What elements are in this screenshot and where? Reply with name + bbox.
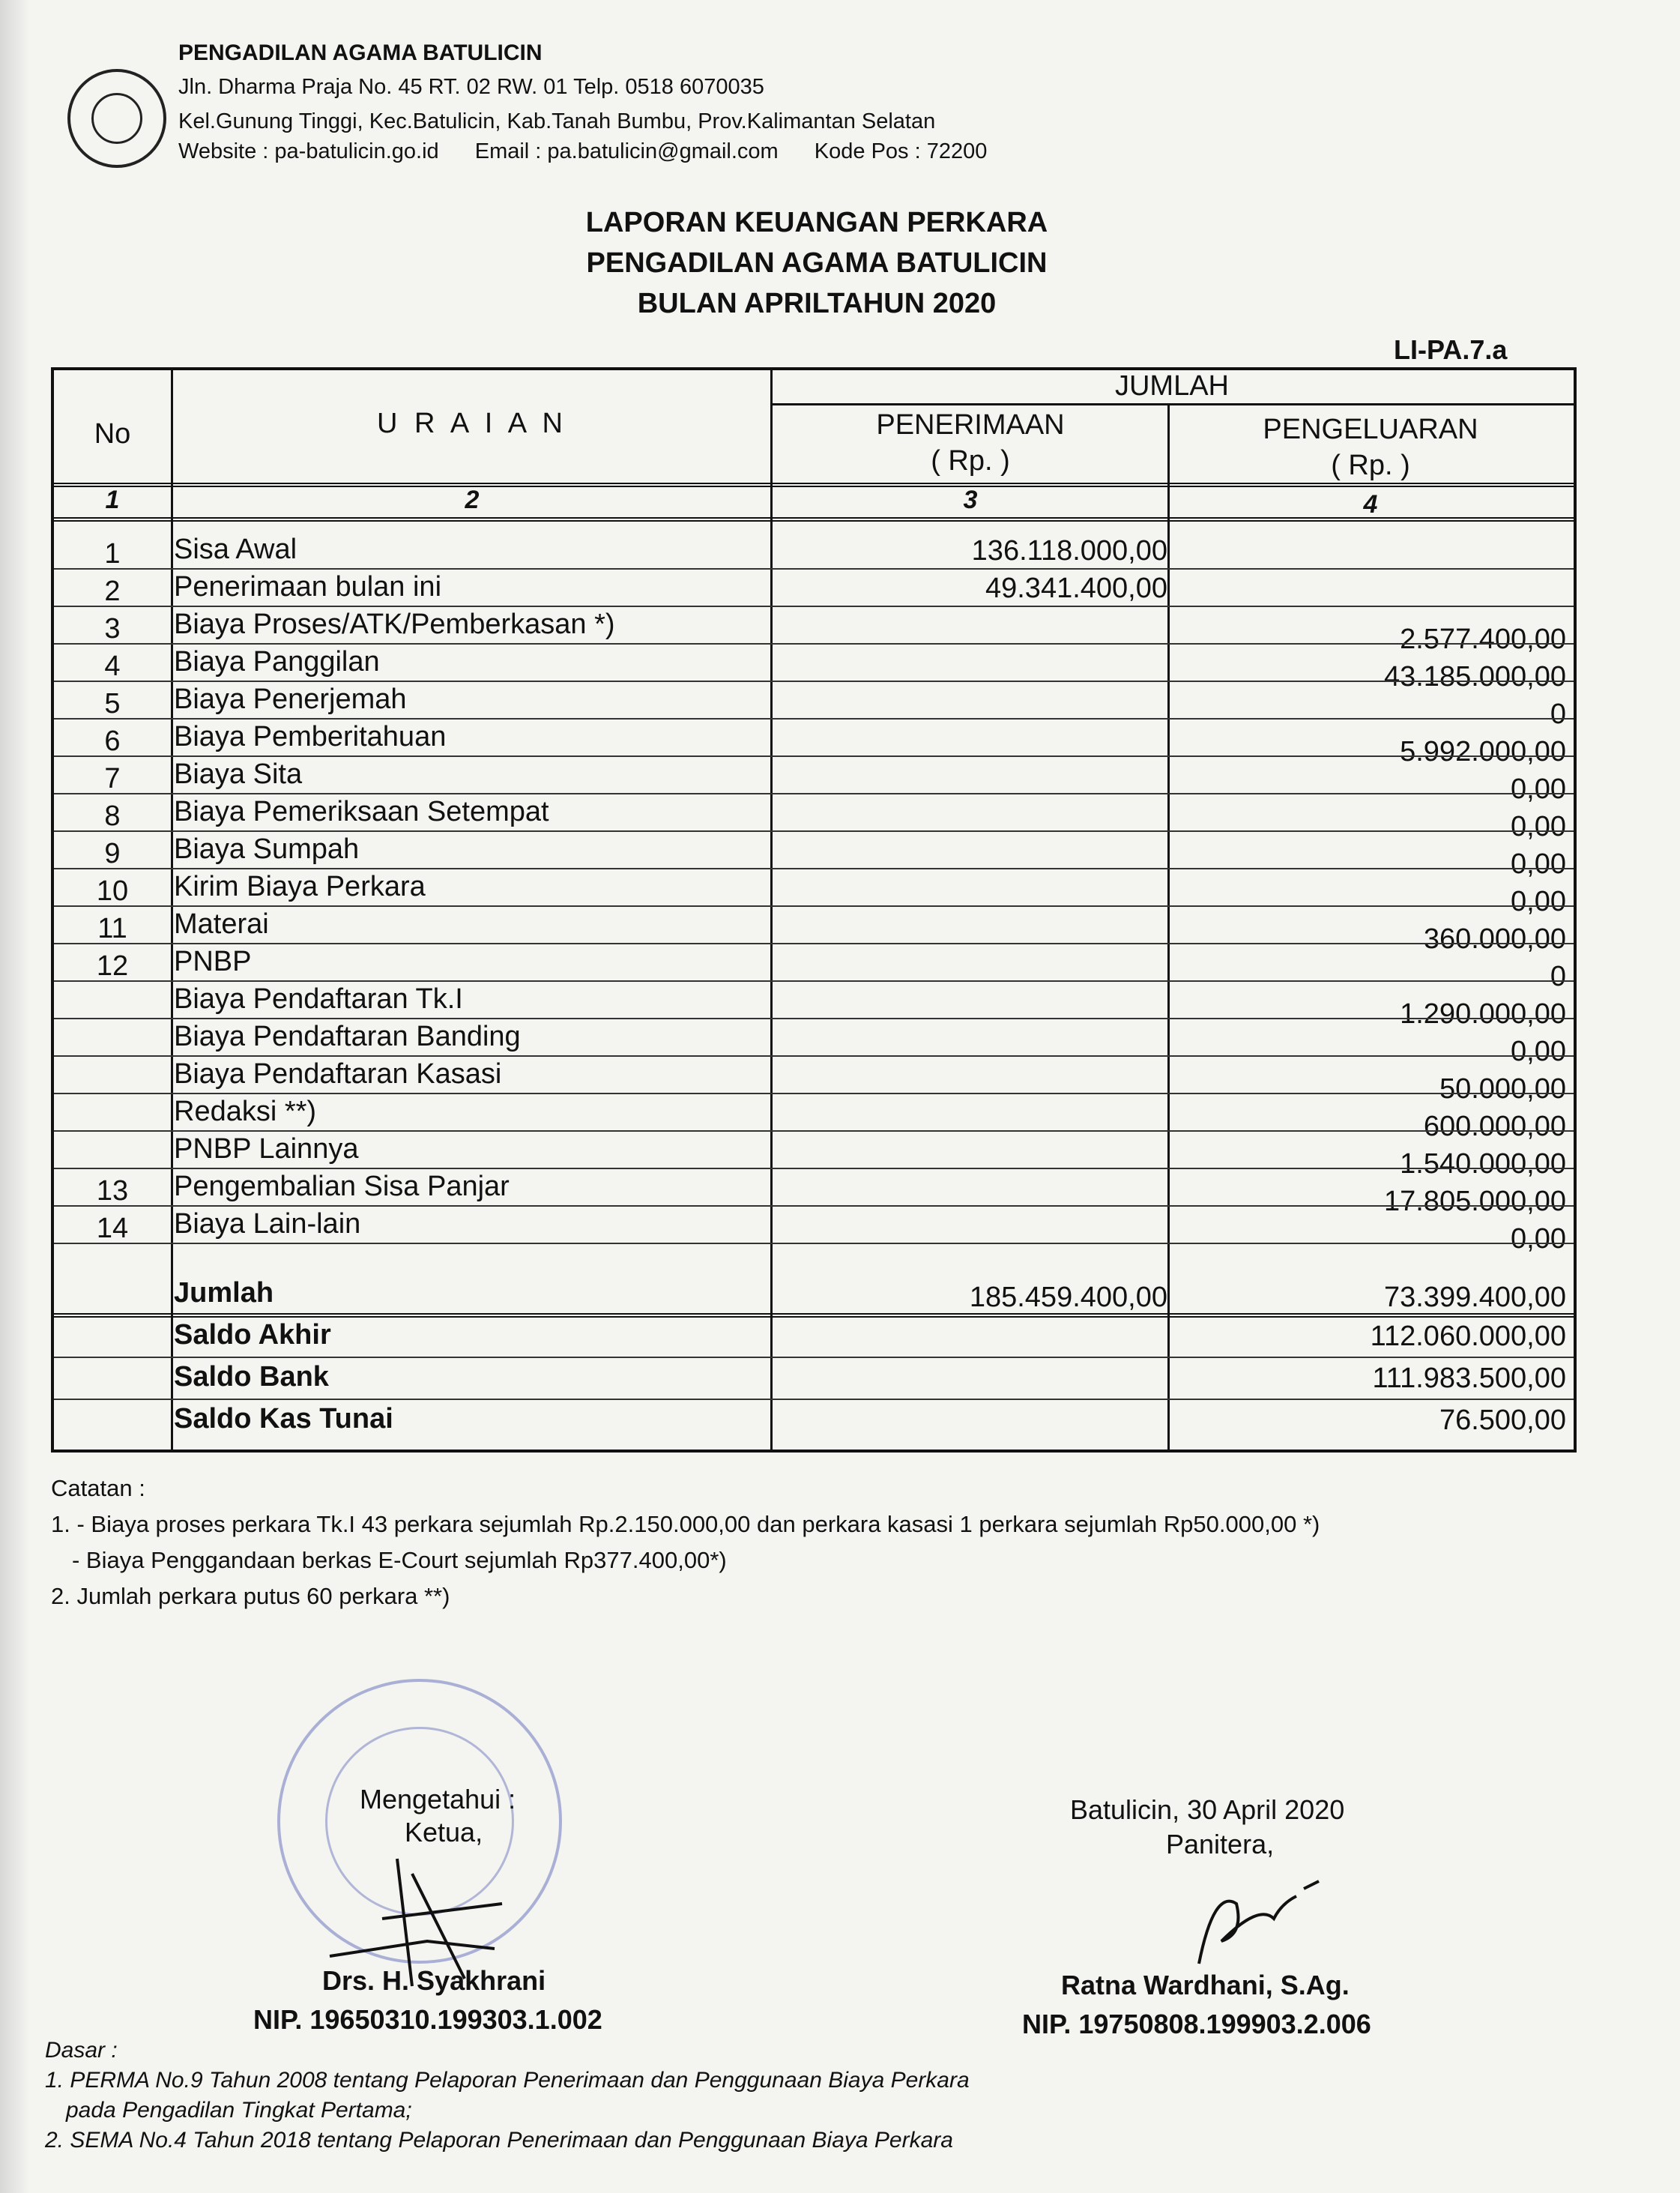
header-penerimaan-unit: ( Rp. ) (931, 445, 1010, 477)
balance-value: 76.500,00 (1439, 1405, 1566, 1436)
note-2: 2. Jumlah perkara putus 60 perkara **) (51, 1583, 450, 1609)
website-text: Website : pa-batulicin.go.id (178, 139, 439, 163)
balance-label: Saldo Bank (174, 1361, 329, 1393)
balance-row (54, 1360, 1574, 1397)
balance-label: Saldo Akhir (174, 1319, 331, 1351)
table-row (54, 1207, 1574, 1255)
row-expense: 0,00 (1511, 1223, 1566, 1255)
table-row (54, 682, 1574, 730)
report-title: LAPORAN KEUANGAN PERKARA (585, 207, 1048, 238)
row-expense: 0,00 (1511, 1036, 1566, 1067)
row-expense: 1.290.000,00 (1400, 998, 1566, 1030)
court-name: PENGADILAN AGAMA BATULICIN (178, 40, 543, 65)
row-description: Redaksi **) (174, 1096, 317, 1127)
address-line2: Kel.Gunung Tinggi, Kec.Batulicin, Kab.Tanah Bumbu, Prov.Kalimantan Selatan (178, 109, 936, 133)
table-row (54, 869, 1574, 917)
notes-heading: Catatan : (51, 1475, 145, 1501)
total-row (54, 1276, 1574, 1313)
row-expense: 0,00 (1511, 773, 1566, 805)
table-row (54, 907, 1574, 955)
row-description: PNBP Lainnya (174, 1133, 359, 1165)
table-row (54, 607, 1574, 655)
table-row (54, 1094, 1574, 1142)
table-row (54, 832, 1574, 880)
registrar-signature (1169, 1859, 1334, 1979)
row-expense: 2.577.400,00 (1400, 624, 1566, 655)
chairman-nip: NIP. 19650310.199303.1.002 (253, 2004, 602, 2035)
row-expense: 0 (1550, 961, 1566, 992)
chairman-name: Drs. H. Syakhrani (322, 1965, 546, 1996)
basis-heading: Dasar : (45, 2038, 118, 2063)
row-expense: 0 (1550, 699, 1566, 730)
row-number: 2 (104, 576, 121, 607)
row-description: Biaya Pemberitahuan (174, 721, 447, 752)
basis-2: 2. SEMA No.4 Tahun 2018 tentang Pelaporan Penerimaan dan Penggunaan Biaya Perkara (45, 2128, 953, 2153)
header-jumlah: JUMLAH (1114, 370, 1230, 402)
registrar-label: Panitera, (1166, 1829, 1275, 1859)
row-expense: 0,00 (1511, 811, 1566, 842)
table-row (54, 532, 1574, 570)
row-number: 4 (104, 651, 121, 682)
address-line1: Jln. Dharma Praja No. 45 RT. 02 RW. 01 Telp. 0518 6070035 (178, 75, 764, 99)
row-number: 8 (104, 800, 121, 832)
basis-1b: pada Pengadilan Tingkat Pertama; (66, 2098, 412, 2123)
row-expense: 0,00 (1511, 848, 1566, 880)
table-row (54, 794, 1574, 842)
header-pengeluaran-unit: ( Rp. ) (1331, 450, 1410, 481)
total-receipts: 185.459.400,00 (969, 1282, 1167, 1313)
row-description: Biaya Penerjemah (174, 684, 407, 715)
balance-value: 111.983.500,00 (1372, 1363, 1566, 1394)
place-date: Batulicin, 30 April 2020 (1070, 1794, 1345, 1825)
table-row (54, 982, 1574, 1030)
header-pengeluaran: PENGELUARAN (1263, 414, 1478, 445)
chairman-label: Ketua, (405, 1817, 483, 1847)
registrar-name: Ratna Wardhani, S.Ag. (1061, 1970, 1350, 2000)
column-number-2: 2 (465, 486, 480, 514)
row-description: Biaya Panggilan (174, 646, 380, 678)
row-description: Kirim Biaya Perkara (174, 871, 426, 902)
row-description: Biaya Lain-lain (174, 1208, 361, 1240)
balance-row (54, 1318, 1574, 1355)
table-row (54, 1019, 1574, 1067)
table-row (54, 757, 1574, 805)
row-description: Pengembalian Sisa Panjar (174, 1171, 510, 1202)
court-logo-icon (67, 69, 166, 168)
row-description: Biaya Sumpah (174, 833, 360, 865)
row-number: 5 (104, 688, 121, 720)
contact-line (178, 139, 1017, 164)
row-number: 13 (96, 1175, 129, 1207)
row-number: 14 (96, 1213, 129, 1244)
notes-section (51, 1470, 1320, 1614)
column-number-4: 4 (1363, 490, 1378, 519)
row-expense: 360.000,00 (1423, 923, 1566, 955)
row-number: 7 (104, 763, 121, 794)
email-text: Email : pa.batulicin@gmail.com (474, 139, 779, 163)
balance-row (54, 1402, 1574, 1439)
row-description: Sisa Awal (174, 534, 297, 565)
row-number: 9 (104, 838, 121, 869)
total-expenses: 73.399.400,00 (1383, 1282, 1566, 1313)
row-number: 6 (104, 726, 121, 757)
row-description: Biaya Pemeriksaan Setempat (174, 796, 549, 827)
header-no: No (94, 418, 131, 450)
row-receipt: 136.118.000,00 (971, 535, 1167, 567)
row-number: 11 (97, 913, 127, 944)
table-row (54, 1169, 1574, 1217)
header-penerimaan: PENERIMAAN (876, 409, 1065, 441)
row-description: Penerimaan bulan ini (174, 571, 442, 603)
row-expense: 43.185.000,00 (1383, 661, 1566, 693)
basis-1a: 1. PERMA No.9 Tahun 2008 tentang Pelaporan Penerimaan dan Penggunaan Biaya Perkara (45, 2068, 970, 2093)
balance-value: 112.060.000,00 (1370, 1321, 1566, 1352)
table-row (54, 570, 1574, 607)
row-description: PNBP (174, 946, 252, 977)
row-expense: 1.540.000,00 (1400, 1148, 1566, 1180)
row-number: 1 (104, 538, 121, 570)
table-row (54, 645, 1574, 693)
row-number: 12 (96, 950, 129, 982)
acknowledged-label: Mengetahui : (360, 1784, 516, 1815)
table-row (54, 720, 1574, 767)
postal-code-text: Kode Pos : 72200 (814, 139, 988, 163)
row-expense: 50.000,00 (1439, 1073, 1566, 1105)
column-number-1: 1 (105, 486, 120, 514)
table-row (54, 944, 1574, 992)
row-expense: 5.992.000,00 (1400, 736, 1566, 767)
note-1a: 1. - Biaya proses perkara Tk.I 43 perkara sejumlah Rp.2.150.000,00 dan perkara kasasi 1 perkara sejumlah Rp50.000,00 *) (51, 1511, 1320, 1537)
row-expense: 600.000,00 (1423, 1111, 1566, 1142)
note-1b: - Biaya Penggandaan berkas E-Court sejumlah Rp377.400,00*) (72, 1547, 727, 1573)
row-number: 10 (96, 875, 129, 907)
row-number: 3 (104, 613, 121, 645)
total-label: Jumlah (174, 1277, 274, 1309)
registrar-nip: NIP. 19750808.199903.2.006 (1022, 2009, 1371, 2039)
row-description: Biaya Pendaftaran Kasasi (174, 1058, 502, 1090)
header-uraian: U R A I A N (377, 408, 567, 439)
column-number-3: 3 (963, 486, 978, 514)
row-description: Biaya Pendaftaran Tk.I (174, 983, 463, 1015)
form-code: LI-PA.7.a (1394, 334, 1508, 365)
scan-edge-shadow (0, 0, 30, 2193)
report-subtitle: PENGADILAN AGAMA BATULICIN (586, 247, 1048, 279)
row-description: Biaya Sita (174, 758, 303, 790)
row-description: Biaya Pendaftaran Banding (174, 1021, 521, 1052)
finance-table (51, 367, 1577, 1453)
row-description: Biaya Proses/ATK/Pemberkasan *) (174, 609, 615, 640)
table-row (54, 1132, 1574, 1180)
row-receipt: 49.341.400,00 (985, 573, 1167, 604)
row-description: Materai (174, 908, 269, 940)
balance-label: Saldo Kas Tunai (174, 1403, 393, 1435)
row-expense: 0,00 (1511, 886, 1566, 917)
table-row (54, 1057, 1574, 1105)
legal-basis (45, 2036, 970, 2156)
report-period: BULAN APRILTAHUN 2020 (637, 288, 997, 319)
row-expense: 17.805.000,00 (1383, 1186, 1566, 1217)
